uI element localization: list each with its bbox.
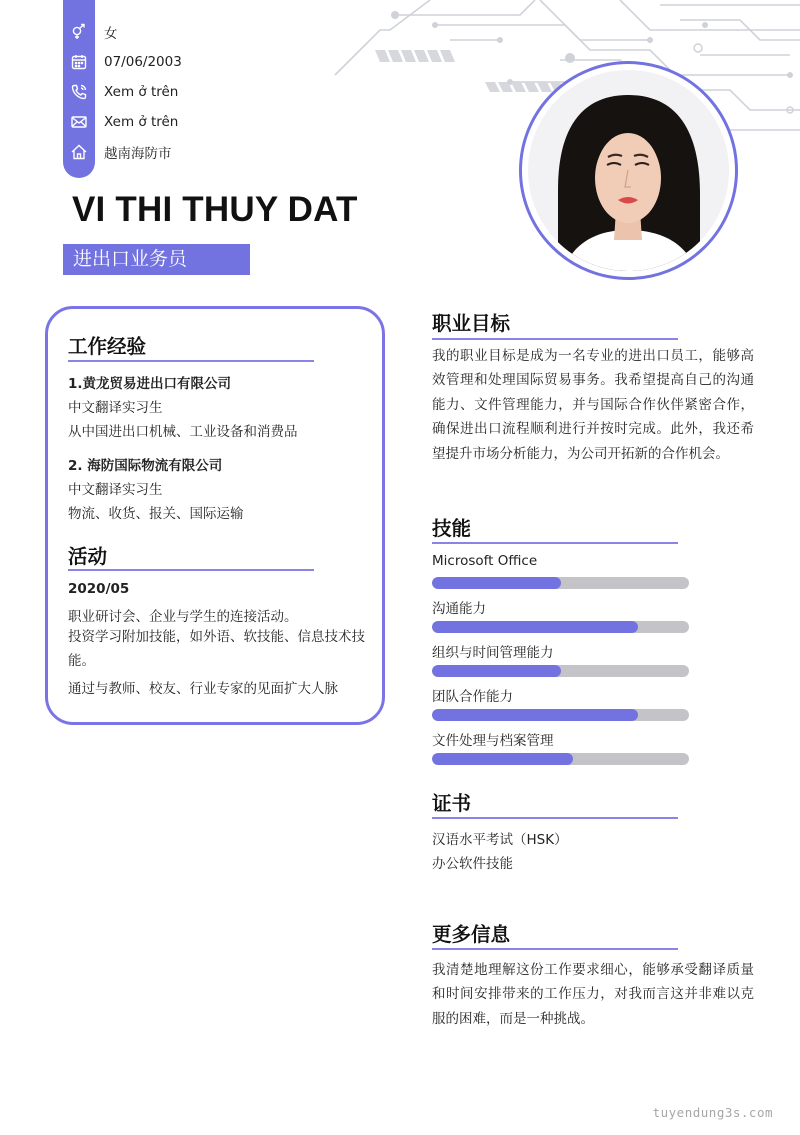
experience-role-2: 中文翻译实习生 xyxy=(68,482,163,498)
profile-photo-frame xyxy=(519,61,738,280)
experience-role-1: 中文翻译实习生 xyxy=(68,400,163,416)
skill-fill-3 xyxy=(432,665,561,677)
objective-divider xyxy=(432,338,678,340)
contact-address xyxy=(63,137,172,167)
home-icon xyxy=(63,137,95,167)
experience-detail-1: 从中国进出口机械、工业设备和消费品 xyxy=(68,424,298,440)
activities-date: 2020/05 xyxy=(68,581,130,597)
activities-line-3: 通过与教师、校友、行业专家的见面扩大人脉 xyxy=(68,681,338,697)
calendar-icon xyxy=(63,47,95,77)
experience-heading: 工作经验 xyxy=(68,335,147,358)
skill-bar-2 xyxy=(432,621,689,633)
gender-value: 女 xyxy=(104,26,118,42)
certificate-item-1: 汉语水平考试（HSK） xyxy=(432,832,568,848)
skill-bar-5 xyxy=(432,753,689,765)
skill-label-3: 组织与时间管理能力 xyxy=(432,645,554,661)
certificate-item-2: 办公软件技能 xyxy=(432,856,513,872)
skill-fill-2 xyxy=(432,621,638,633)
skill-label-4: 团队合作能力 xyxy=(432,689,513,705)
mail-icon xyxy=(63,107,95,137)
birthdate-value: 07/06/2003 xyxy=(104,54,182,70)
candidate-name: VI THI THUY DAT xyxy=(72,190,358,229)
contact-gender xyxy=(63,17,118,47)
skill-label-5: 文件处理与档案管理 xyxy=(432,733,554,749)
watermark: tuyendung3s.com xyxy=(652,1105,773,1120)
phone-value: Xem ở trên xyxy=(104,84,179,100)
more-info-text: 我清楚地理解这份工作要求细心，能够承受翻译质量和时间安排带来的工作压力，对我而言这并非难以克服的困难，而是一种挑战。 xyxy=(432,962,754,1027)
contact-phone xyxy=(63,77,178,107)
activities-divider xyxy=(68,569,314,571)
email-value: Xem ở trên xyxy=(104,114,179,130)
skill-label-2: 沟通能力 xyxy=(432,601,486,617)
experience-divider xyxy=(68,360,314,362)
skill-fill-1 xyxy=(432,577,561,589)
skill-bar-3 xyxy=(432,665,689,677)
skill-bar-1 xyxy=(432,577,689,589)
contact-birthdate xyxy=(63,47,182,77)
address-value: 越南海防市 xyxy=(104,146,172,162)
activities-line-2: 投资学习附加技能，如外语、软技能、信息技术技能。 xyxy=(68,629,365,670)
phone-icon xyxy=(63,77,95,107)
skill-bar-4 xyxy=(432,709,689,721)
contact-email xyxy=(63,107,178,137)
objective-text: 我的职业目标是成为一名专业的进出口员工，能够高效管理和处理国际贸易事务。我希望提高自己的沟通能力、文件管理能力，并与国际合作伙伴紧密合作，确保进出口流程顺利进行并按时完成。此外，我还希望提升市场分析能力，为公司开拓新的合作机会。 xyxy=(432,348,754,462)
gender-icon xyxy=(63,17,95,47)
more-info-divider xyxy=(432,948,678,950)
job-title-badge: 进出口业务员 xyxy=(63,244,250,275)
objective-heading: 职业目标 xyxy=(432,312,511,335)
more-info-heading: 更多信息 xyxy=(432,923,511,946)
experience-detail-2: 物流、收货、报关、国际运输 xyxy=(68,506,244,522)
experience-company-2: 2. 海防国际物流有限公司 xyxy=(68,458,223,474)
certificates-heading: 证书 xyxy=(432,792,472,815)
certificates-divider xyxy=(432,817,678,819)
skill-label-1: Microsoft Office xyxy=(432,553,538,569)
skill-fill-4 xyxy=(432,709,638,721)
activities-line-1: 职业研讨会、企业与学生的连接活动。 xyxy=(68,609,298,625)
skill-fill-5 xyxy=(432,753,573,765)
profile-photo xyxy=(528,70,729,271)
skills-heading: 技能 xyxy=(432,517,472,540)
activities-heading: 活动 xyxy=(68,545,108,568)
experience-company-1: 1.黄龙贸易进出口有限公司 xyxy=(68,376,232,392)
skills-divider xyxy=(432,542,678,544)
